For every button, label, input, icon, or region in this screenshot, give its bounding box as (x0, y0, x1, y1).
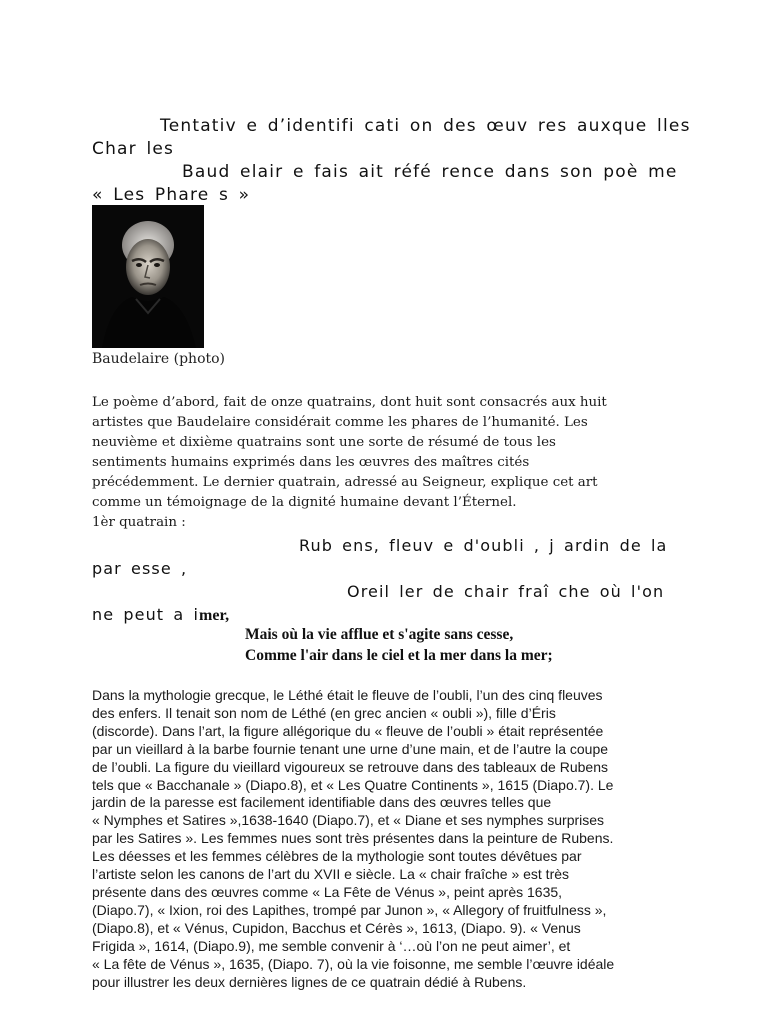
verse-line-2a: Oreil ler de chair fraî che où l'on (347, 582, 665, 601)
verse-line-4: Comme l'air dans le ciel et la mer dans la mer; (245, 647, 553, 664)
verse-line-2b-light: ne peut a i (92, 605, 200, 624)
body-line: (Diapo.8), et « Vénus, Cupidon, Bacchus et Cérès », 1613, (Diapo. 9). « Venus (92, 919, 581, 936)
intro-line: neuvième et dixième quatrains sont une sorte de résumé de tous les (92, 435, 556, 450)
body-line: « Nymphes et Satires »,1638-1640 (Diapo.7), et « Diane et ses nymphes surprises (92, 812, 605, 829)
body-line: (Diapo.7), « Ixion, roi des Lapithes, trompé par Junon », « Allegory of fruitfulness », (92, 901, 607, 918)
intro-line: comme un témoignage de la dignité humaine devant l’Éternel. (92, 495, 517, 510)
body-line: tels que « Bacchanale » (Diapo.8), et « Les Quatre Continents », 1615 (Diapo.7). Le (92, 776, 614, 793)
intro-line: sentiments humains exprimés dans les œuvres des maîtres cités (92, 455, 530, 470)
body-line: Dans la mythologie grecque, le Léthé était le fleuve de l’oubli, l’un des cinq fleuves (92, 687, 603, 703)
body-line: pour illustrer les deux dernières lignes de ce quatrain dédié à Rubens. (92, 973, 527, 990)
body-line: Frigida », 1614, (Diapo.9), me semble convenir à ‘…où l’on ne peut aimer’, et (92, 937, 571, 954)
photo-caption: Baudelaire (photo) (92, 351, 226, 367)
baudelaire-portrait-photo (92, 205, 204, 348)
verse-line-2b (92, 605, 229, 625)
analysis-paragraph (92, 687, 692, 991)
verse-line-2b-bold: mer, (199, 607, 230, 624)
verse-line-1a: Rub ens, fleuv e d'oubli , j ardin de la (299, 536, 668, 555)
body-line: jardin de la paresse est facilement identifiable dans des œuvres telles que (92, 794, 552, 811)
intro-line: artistes que Baudelaire considérait comme les phares de l’humanité. Les (92, 415, 588, 430)
intro-paragraph (92, 393, 692, 533)
intro-line: précédemment. Le dernier quatrain, adressé au Seigneur, explique cet art (92, 475, 598, 490)
verse-line-3: Mais où la vie afflue et s'agite sans cesse, (245, 626, 514, 643)
body-line: l’artiste selon les canons de l’art du XVII e siècle. La « chair fraîche » est très (92, 866, 570, 883)
verse-line-1b: par esse , (92, 559, 188, 578)
body-line: par les Satires ». Les femmes nues sont très présentes dans la peinture de Rubens. (92, 830, 614, 847)
title-line-2: Char les (92, 139, 175, 159)
body-line: de l’oubli. La figure du vieillard vigoureux se retrouve dans des tableaux de Rubens (92, 758, 608, 775)
intro-line: Le poème d’abord, fait de onze quatrains, dont huit sont consacrés aux huit (92, 395, 607, 410)
title-line-3: Baud elair e fais ait réfé rence dans son poè me (182, 162, 678, 182)
portrait-image (92, 205, 204, 348)
body-line: présente dans des œuvres comme « La Fête de Vénus », peint après 1635, (92, 883, 563, 900)
quatrain-subheading: 1èr quatrain : (92, 515, 186, 530)
body-line: « La fête de Vénus », 1635, (Diapo. 7), où la vie foisonne, me semble l’œuvre idéale (92, 955, 615, 972)
body-line: Les déesses et les femmes célèbres de la mythologie sont toutes dévêtues par (92, 848, 582, 865)
title-line-1: Tentativ e d’identifi cati on des œuv res auxque lles (160, 116, 691, 136)
body-line: (discorde). Dans l’art, la figure allégorique du « fleuve de l’oubli » était représentée (92, 722, 604, 739)
body-line: des enfers. Il tenait son nom de Léthé (en grec ancien « oubli »), fille d’Éris (92, 704, 556, 721)
body-line: par un vieillard à la barbe fournie tenant une urne d’une main, et de l’autre la coupe (92, 740, 609, 757)
title-line-4: « Les Phare s » (92, 185, 251, 205)
